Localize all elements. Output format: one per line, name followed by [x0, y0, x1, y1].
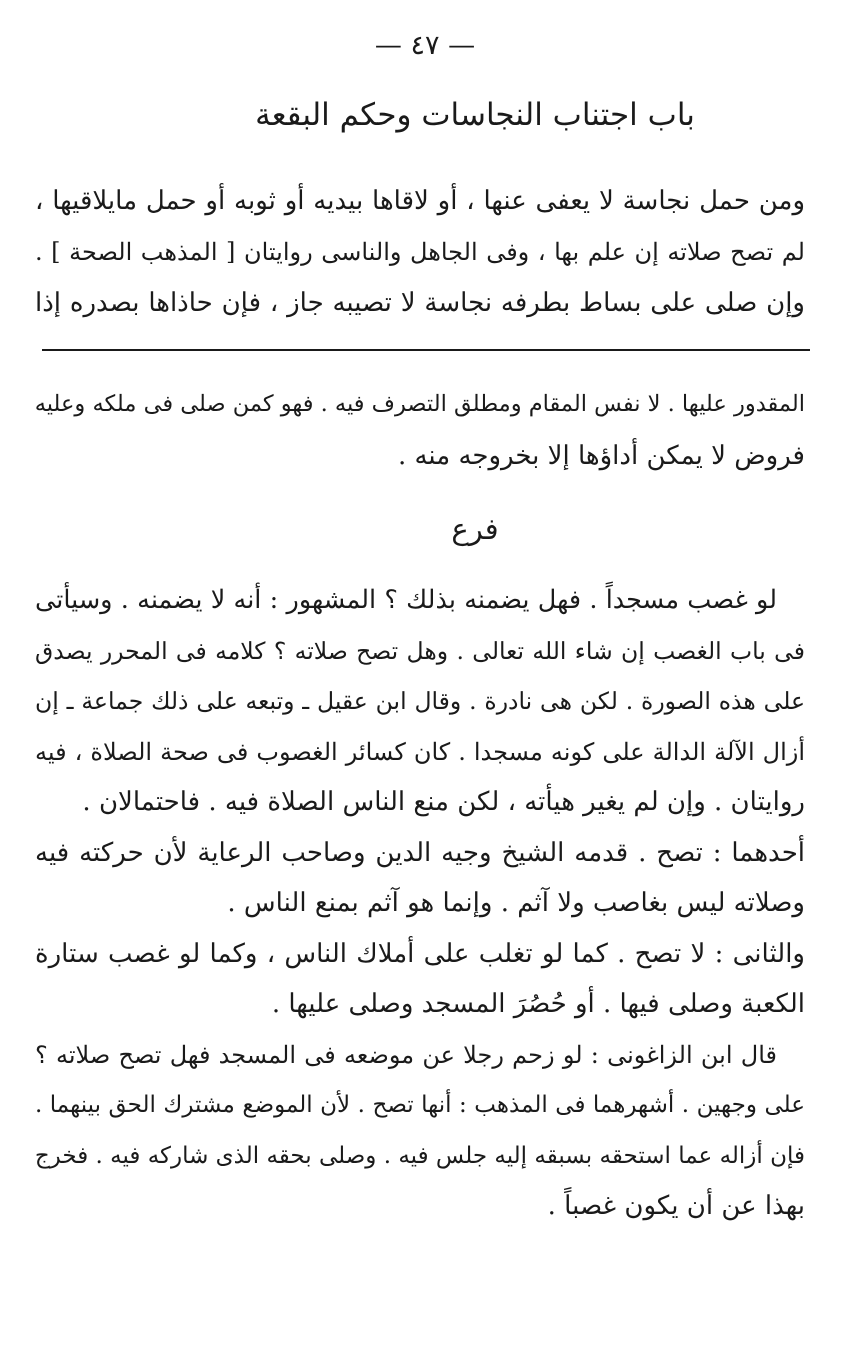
section-heading: فرع: [451, 512, 499, 546]
footnote-divider: [42, 349, 810, 351]
footnote-line: والثانى : لا تصح . كما لو تغلب على أملاك الناس ، وكما لو غصب ستارة: [35, 938, 805, 969]
main-text-line: وإن صلى على بساط بطرفه نجاسة لا تصيبه جاز ، فإن حاذاها بصدره إذا: [35, 288, 805, 318]
footnote-line: أزال الآلة الدالة على كونه مسجدا . كان كسائر الغصوب فى صحة الصلاة ، فيه: [35, 737, 805, 766]
footnote-line: قال ابن الزاغونى : لو زحم رجلا عن موضعه فى المسجد فهل تصح صلاته ؟: [35, 1040, 777, 1069]
main-text-line: ومن حمل نجاسة لا يعفى عنها ، أو لاقاها بيديه أو ثوبه أو حمل مايلاقيها ،: [35, 186, 805, 216]
main-text-line: لم تصح صلاته إن علم بها ، وفى الجاهل والناسى روايتان [ المذهب الصحة ] .: [35, 238, 805, 266]
main-text: [35, 176, 805, 329]
footnote-line: فى باب الغصب إن شاء الله تعالى . وهل تصح صلاته ؟ كلامه فى المحرر يصدق: [35, 636, 805, 665]
footnote-line: على وجهين . أشهرهما فى المذهب : أنها تصح . لأن الموضع مشترك الحق بينهما .: [35, 1092, 805, 1118]
footnote-body: [35, 575, 805, 1232]
chapter-title: باب اجتناب النجاسات وحكم البقعة: [255, 97, 695, 133]
page-number: — ٤٧ —: [374, 30, 476, 61]
footnote-line: المقدور عليها . لا نفس المقام ومطلق التصرف فيه . فهو كمن صلى فى ملكه وعليه: [35, 391, 805, 417]
footnote-line: أحدهما : تصح . قدمه الشيخ وجيه الدين وصاحب الرعاية لأن حركته فيه: [35, 837, 805, 868]
footnote-line: الكعبة وصلى فيها . أو حُصُرَ المسجد وصلى عليها .: [271, 989, 805, 1019]
footnote-line: بهذا عن أن يكون غصباً .: [547, 1191, 805, 1221]
footnote-line: روايتان . وإن لم يغير هيأته ، لكن منع الناس الصلاة فيه . فاحتمالان .: [82, 787, 805, 817]
footnote-line: فروض لا يمكن أداؤها إلا بخروجه منه .: [397, 441, 805, 471]
footnote-continuation: [35, 378, 805, 482]
footnote-line: على هذه الصورة . لكن هى نادرة . وقال ابن عقيل ـ وتبعه على ذلك جماعة ـ إن: [35, 687, 805, 715]
footnote-line: لو غصب مسجداً . فهل يضمنه بذلك ؟ المشهور : أنه لا يضمنه . وسيأتى: [35, 585, 777, 615]
footnote-line: فإن أزاله عما استحقه بسبقه إليه جلس فيه . وصلى بحقه الذى شاركه فيه . فخرج: [35, 1142, 805, 1169]
footnote-line: وصلاته ليس بغاصب ولا آثم . وإنما هو آثم بمنع الناس .: [227, 888, 805, 918]
